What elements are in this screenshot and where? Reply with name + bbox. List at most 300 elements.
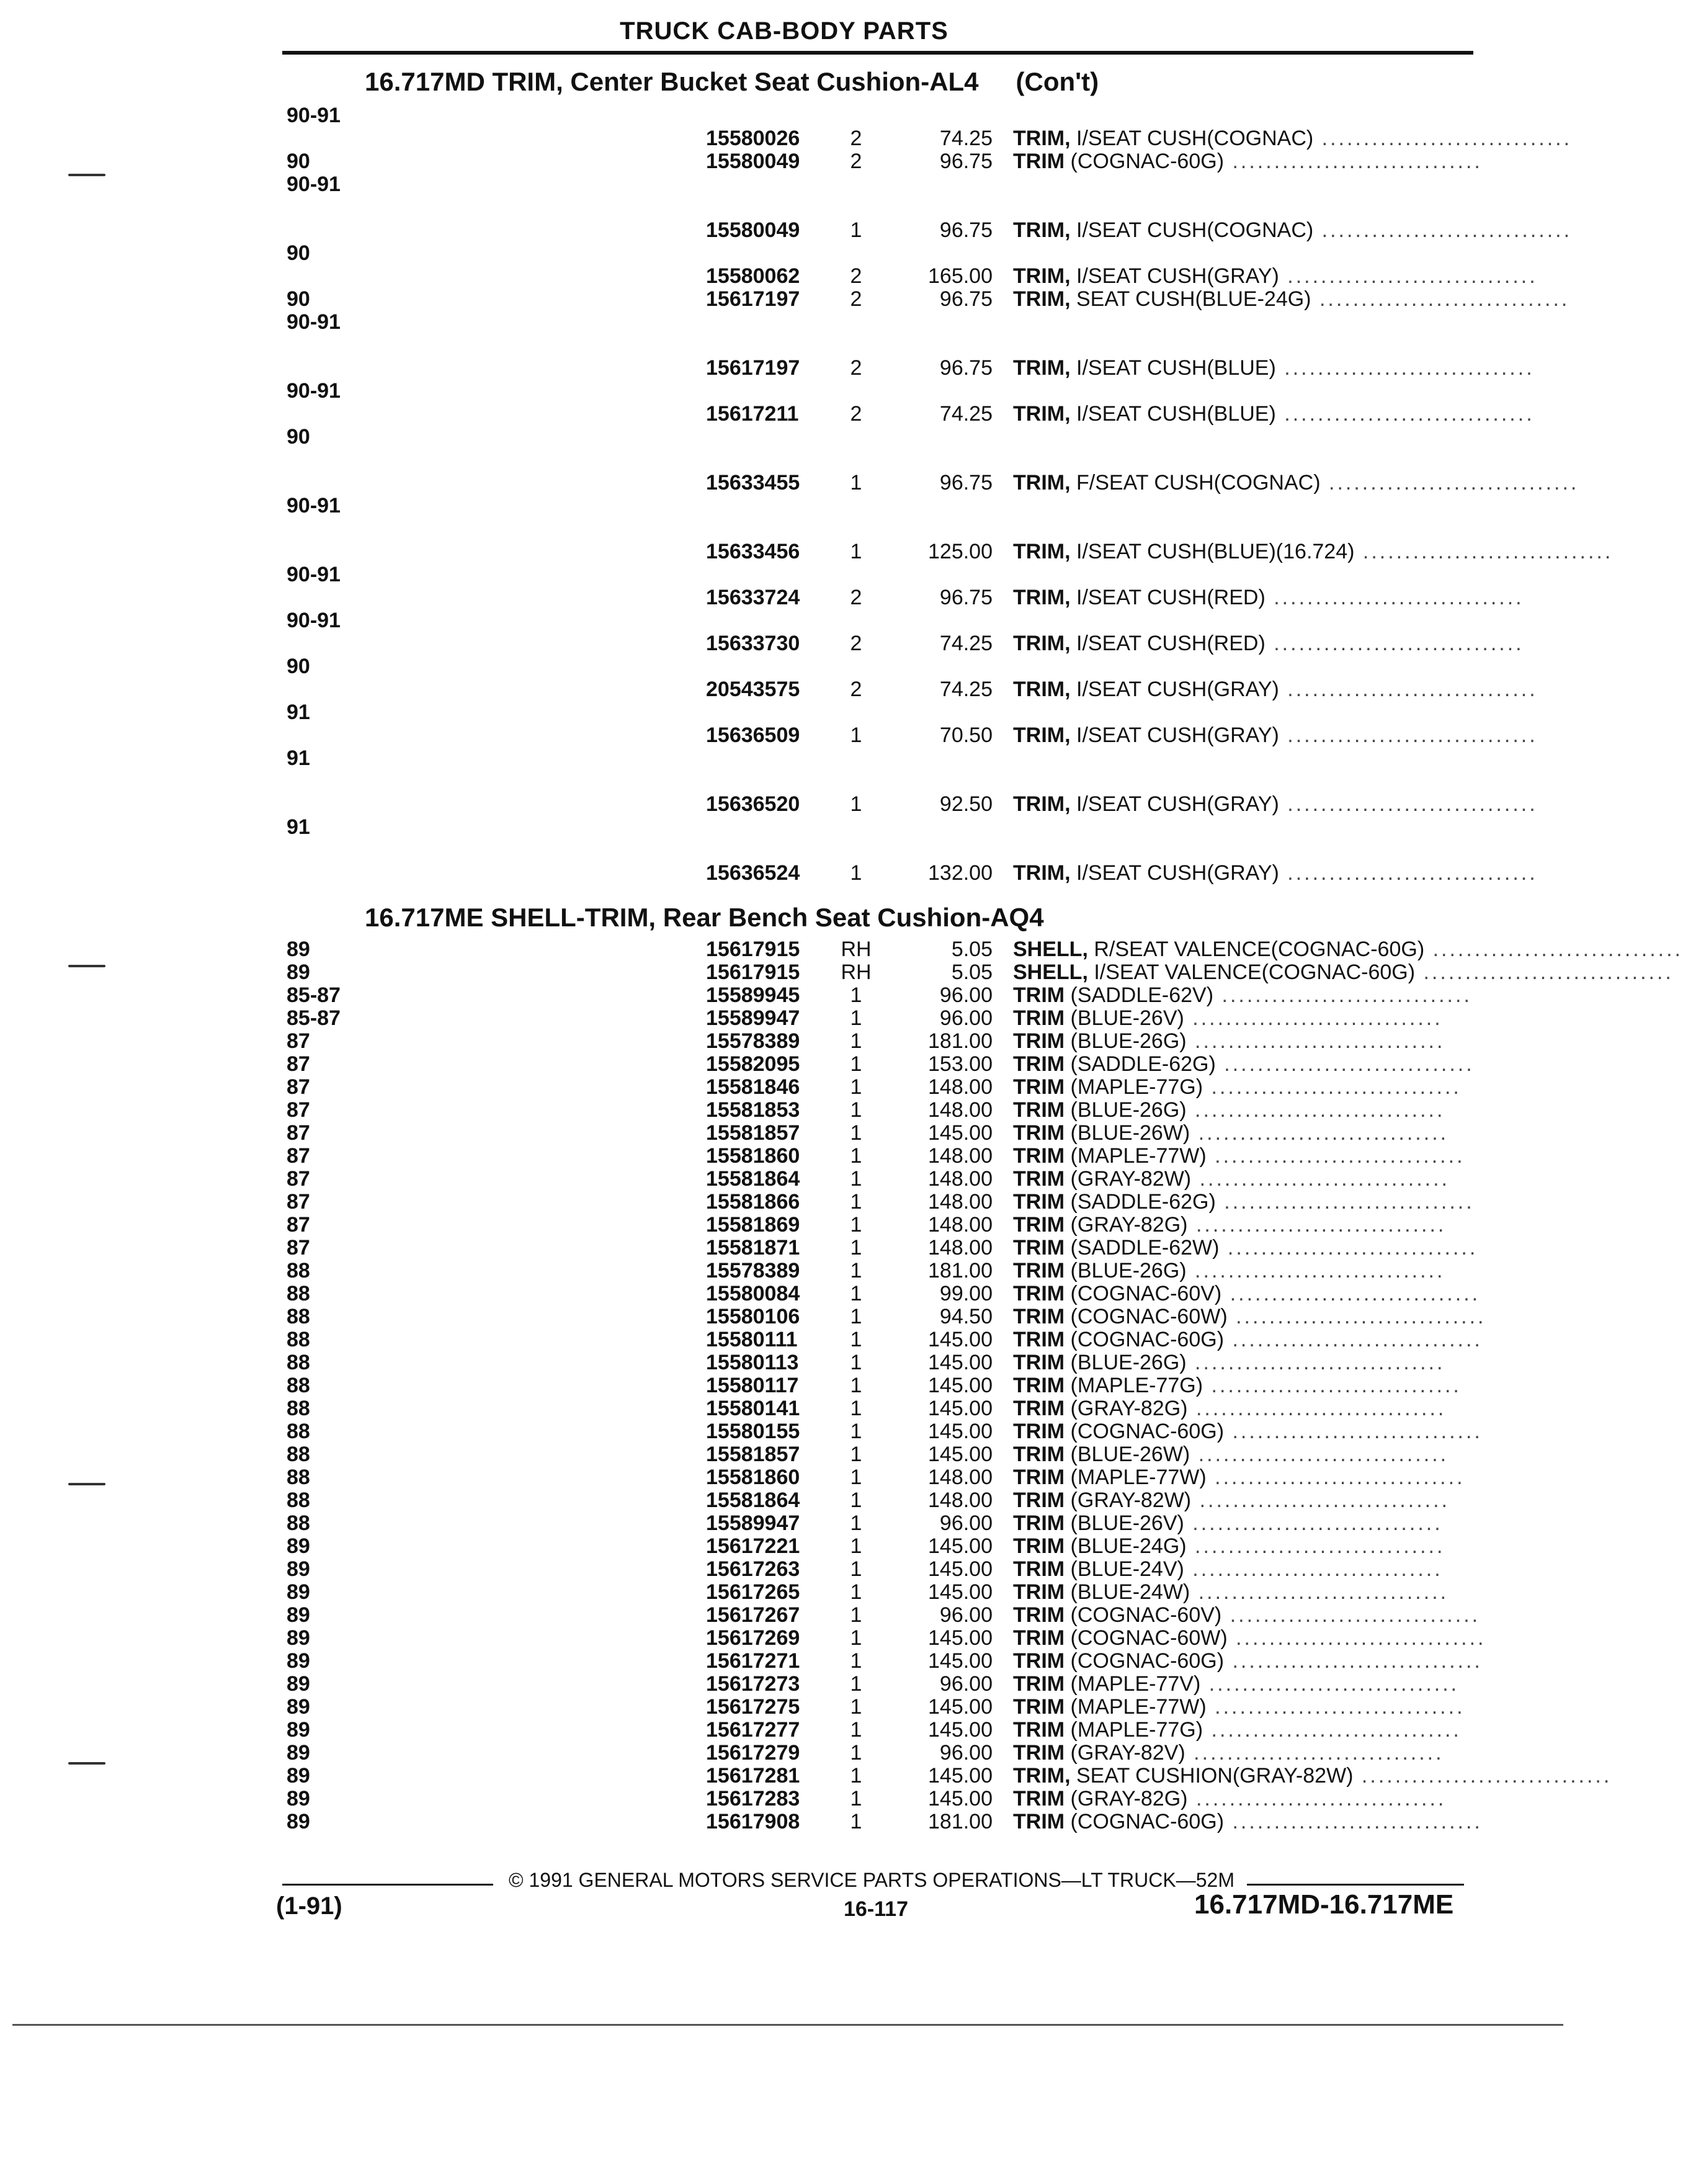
- parts-row: [0, 938, 1683, 961]
- part-name: [1013, 678, 1538, 701]
- part-number: 15578389: [706, 1029, 800, 1053]
- part-number: 15617271: [706, 1649, 800, 1673]
- price: 181.00: [928, 1029, 993, 1053]
- part-number: 15617221: [706, 1534, 800, 1558]
- margin-mark: [68, 965, 105, 967]
- leader-dots: ..............................: [1186, 1029, 1445, 1053]
- part-name-text: I/SEAT CUSH(COGNAC): [1076, 127, 1314, 150]
- leader-dots: ..............................: [1184, 1557, 1443, 1581]
- price: 145.00: [928, 1328, 993, 1351]
- model-year: 89: [287, 1810, 310, 1833]
- leader-dots: ..............................: [1213, 983, 1472, 1007]
- leader-dots: ..............................: [1224, 1649, 1483, 1673]
- model-year: 88: [287, 1443, 310, 1466]
- quantity: 1: [850, 1580, 862, 1604]
- quantity: 1: [850, 723, 862, 747]
- section-me-rows: [0, 938, 1683, 1833]
- model-year: 88: [287, 1328, 310, 1351]
- part-name-prefix: TRIM: [1013, 1190, 1065, 1214]
- leader-dots: ..............................: [1219, 1236, 1478, 1260]
- leader-dots: ..............................: [1221, 1282, 1481, 1305]
- part-number: 15633730: [706, 632, 800, 655]
- part-number: 15617915: [706, 960, 800, 984]
- model-year: 88: [287, 1466, 310, 1489]
- part-name-text: (MAPLE-77W): [1070, 1695, 1207, 1719]
- parts-row: [0, 1099, 1568, 1122]
- parts-row: [0, 173, 1568, 196]
- part-name: [1013, 1603, 1481, 1627]
- part-name-text: (SADDLE-62W): [1070, 1236, 1220, 1260]
- parts-row: [0, 770, 1568, 793]
- price: 132.00: [928, 861, 993, 885]
- leader-dots: ..............................: [1186, 1351, 1445, 1374]
- part-name-text: I/SEAT CUSH(GRAY): [1076, 678, 1279, 701]
- part-name-text: (COGNAC-60G): [1070, 1420, 1225, 1443]
- leader-dots: ..............................: [1191, 1167, 1450, 1191]
- part-name: [1013, 1052, 1475, 1076]
- parts-row: [0, 1696, 1568, 1719]
- leader-dots: ..............................: [1184, 1006, 1443, 1030]
- price: 96.00: [939, 983, 993, 1007]
- section-title-md: [365, 67, 1099, 97]
- parts-row: [0, 311, 1568, 334]
- part-name-prefix: TRIM: [1013, 1167, 1065, 1191]
- price: 96.75: [939, 150, 993, 173]
- leader-dots: ..............................: [1227, 1305, 1486, 1328]
- part-name-prefix: TRIM,: [1013, 792, 1071, 816]
- quantity: 1: [850, 1557, 862, 1581]
- leader-dots: ..............................: [1215, 1052, 1475, 1076]
- quantity: 1: [850, 1511, 862, 1535]
- part-number: 15581860: [706, 1144, 800, 1168]
- parts-row: [0, 747, 1568, 770]
- part-name-prefix: TRIM,: [1013, 540, 1071, 563]
- part-name-text: R/SEAT VALENCE(COGNAC-60G): [1094, 938, 1425, 961]
- quantity: 2: [850, 150, 862, 173]
- part-number: 15617283: [706, 1787, 800, 1810]
- parts-row: [0, 1145, 1568, 1168]
- model-year: 87: [287, 1213, 310, 1237]
- part-name-prefix: TRIM,: [1013, 861, 1071, 885]
- margin-mark: [68, 1762, 105, 1765]
- part-name-text: (BLUE-24W): [1070, 1580, 1190, 1604]
- part-name-text: (COGNAC-60G): [1070, 1649, 1225, 1673]
- parts-row: [0, 1374, 1568, 1397]
- part-number: 15617197: [706, 287, 800, 311]
- model-year: 89: [287, 938, 310, 961]
- part-number: 15589947: [706, 1511, 800, 1535]
- footer-copyright: © 1991 GENERAL MOTORS SERVICE PARTS OPERATIONS—LT TRUCK—52M: [509, 1869, 1234, 1891]
- quantity: 1: [850, 1098, 862, 1122]
- leader-dots: ..............................: [1190, 1580, 1449, 1604]
- part-name-prefix: TRIM: [1013, 1787, 1065, 1810]
- quantity: 1: [850, 983, 862, 1007]
- price: 148.00: [928, 1167, 993, 1191]
- part-name: [1013, 127, 1573, 150]
- part-name-prefix: TRIM: [1013, 1374, 1065, 1397]
- parts-row: [0, 1604, 1568, 1627]
- quantity: 2: [850, 586, 862, 609]
- leader-dots: ..............................: [1424, 938, 1683, 961]
- part-name-text: (BLUE-26W): [1070, 1443, 1190, 1466]
- part-name: [1013, 1305, 1486, 1328]
- leader-dots: ..............................: [1206, 1144, 1465, 1168]
- part-name-text: (BLUE-26V): [1070, 1511, 1184, 1535]
- price: 96.75: [939, 471, 993, 495]
- part-name-prefix: TRIM: [1013, 1718, 1065, 1742]
- model-year: 90-91: [287, 310, 341, 334]
- parts-row: [0, 1719, 1568, 1742]
- part-name-prefix: TRIM,: [1013, 127, 1071, 150]
- price: 92.50: [939, 792, 993, 816]
- price: 145.00: [928, 1374, 993, 1397]
- part-name-text: (GRAY-82W): [1070, 1167, 1192, 1191]
- price: 148.00: [928, 1144, 993, 1168]
- part-number: 15617915: [706, 938, 800, 961]
- quantity: 2: [850, 287, 862, 311]
- part-name-text: (COGNAC-60G): [1070, 1810, 1225, 1833]
- price: 74.25: [939, 402, 993, 426]
- part-number: 15617273: [706, 1672, 800, 1696]
- leader-dots: ..............................: [1215, 1190, 1475, 1214]
- price: 96.00: [939, 1006, 993, 1030]
- parts-row: [0, 678, 1568, 701]
- part-name-prefix: SHELL,: [1013, 938, 1088, 961]
- part-name: [1013, 1397, 1472, 1420]
- parts-row: [0, 288, 1568, 311]
- part-number: 15581864: [706, 1488, 800, 1512]
- part-name-prefix: TRIM: [1013, 1351, 1065, 1374]
- part-name: [1013, 1122, 1472, 1145]
- part-name: [1013, 1788, 1472, 1810]
- parts-row: [0, 1558, 1568, 1581]
- parts-row: [0, 1397, 1568, 1420]
- model-year: 90-91: [287, 609, 341, 632]
- footer-page-number: 16-117: [844, 1897, 908, 1921]
- parts-row: [0, 563, 1568, 586]
- parts-row: [0, 632, 1568, 655]
- part-number: 15617281: [706, 1764, 800, 1788]
- parts-row: [0, 960, 1674, 984]
- part-name-prefix: TRIM: [1013, 150, 1065, 173]
- model-year: 90-91: [287, 494, 341, 517]
- price: 5.05: [951, 960, 993, 984]
- footer-section-range: 16.717MD-16.717ME: [1194, 1889, 1454, 1920]
- parts-row: [0, 540, 1614, 563]
- model-year: 91: [287, 700, 310, 724]
- part-name: [1013, 792, 1538, 816]
- model-year: 89: [287, 1718, 310, 1742]
- part-name-prefix: TRIM: [1013, 1006, 1065, 1030]
- part-name: [1013, 471, 1579, 495]
- part-name-prefix: TRIM: [1013, 1144, 1065, 1168]
- part-name-text: (COGNAC-60V): [1070, 1282, 1222, 1305]
- section-md-rows: [0, 104, 1614, 885]
- parts-row: [0, 1168, 1568, 1191]
- parts-row: [0, 1764, 1612, 1788]
- header-rule: [282, 51, 1473, 55]
- parts-row: [0, 1007, 1568, 1030]
- part-name-text: (BLUE-24G): [1070, 1534, 1187, 1558]
- quantity: 1: [850, 1626, 862, 1650]
- parts-row: [0, 127, 1573, 150]
- part-name-text: F/SEAT CUSH(COGNAC): [1076, 471, 1321, 495]
- model-year: 87: [287, 1029, 310, 1053]
- part-name: [1013, 402, 1535, 426]
- part-number: 15582095: [706, 1052, 800, 1076]
- part-name-prefix: TRIM: [1013, 1213, 1065, 1237]
- parts-row: [0, 265, 1568, 288]
- part-name: [1013, 1764, 1612, 1788]
- part-name-text: I/SEAT CUSH(GRAY): [1076, 792, 1279, 816]
- price: 96.75: [939, 586, 993, 609]
- model-year: 87: [287, 1190, 310, 1214]
- part-name: [1013, 218, 1573, 242]
- price: 181.00: [928, 1810, 993, 1833]
- model-year: 90: [287, 150, 310, 173]
- leader-dots: ..............................: [1265, 586, 1524, 609]
- part-name-text: (SADDLE-62G): [1070, 1052, 1216, 1076]
- parts-row: [0, 1627, 1568, 1650]
- part-name: [1013, 1145, 1472, 1168]
- price: 5.05: [951, 938, 993, 961]
- part-name-prefix: TRIM: [1013, 1029, 1065, 1053]
- part-name-prefix: TRIM,: [1013, 264, 1071, 288]
- model-year: 89: [287, 1626, 310, 1650]
- price: 148.00: [928, 1190, 993, 1214]
- part-number: 15580106: [706, 1305, 800, 1328]
- part-name-text: (COGNAC-60V): [1070, 1603, 1222, 1627]
- quantity: 1: [850, 1374, 862, 1397]
- part-number: 15617275: [706, 1695, 800, 1719]
- part-name: [1013, 1328, 1483, 1351]
- part-name-text: (MAPLE-77G): [1070, 1075, 1203, 1099]
- model-year: 89: [287, 1649, 310, 1673]
- parts-row: [0, 1191, 1568, 1214]
- part-name-text: I/SEAT CUSH(GRAY): [1076, 861, 1279, 885]
- part-number: 15617197: [706, 356, 800, 380]
- margin-mark: [68, 174, 105, 176]
- quantity: 1: [850, 1190, 862, 1214]
- footer-rule-left: [282, 1884, 493, 1886]
- part-name-prefix: TRIM: [1013, 1443, 1065, 1466]
- parts-row: [0, 1260, 1568, 1282]
- part-name-text: (GRAY-82G): [1070, 1213, 1188, 1237]
- part-name-prefix: TRIM: [1013, 1557, 1065, 1581]
- leader-dots: ..............................: [1221, 1603, 1481, 1627]
- quantity: 1: [850, 1741, 862, 1765]
- part-name: [1013, 1626, 1486, 1650]
- part-number: 15636509: [706, 723, 800, 747]
- leader-dots: ..............................: [1227, 1626, 1486, 1650]
- leader-dots: ..............................: [1354, 540, 1614, 563]
- part-number: 15581869: [706, 1213, 800, 1237]
- leader-dots: ..............................: [1279, 264, 1538, 288]
- part-number: 15580049: [706, 218, 800, 242]
- part-number: 15580049: [706, 150, 800, 173]
- price: 165.00: [928, 264, 993, 288]
- part-number: 15617211: [706, 402, 799, 426]
- price: 145.00: [928, 1764, 993, 1788]
- parts-row: [0, 1030, 1568, 1053]
- part-number: 15617908: [706, 1810, 800, 1833]
- part-name-prefix: TRIM: [1013, 1236, 1065, 1260]
- part-name-prefix: TRIM: [1013, 1282, 1065, 1305]
- leader-dots: ..............................: [1279, 723, 1538, 747]
- part-name-text: (GRAY-82V): [1070, 1741, 1185, 1765]
- parts-row: [0, 1581, 1568, 1604]
- part-name-text: (BLUE-26W): [1070, 1121, 1190, 1145]
- part-name: [1013, 1420, 1483, 1443]
- part-name-text: (MAPLE-77W): [1070, 1144, 1207, 1168]
- part-name-prefix: TRIM: [1013, 983, 1065, 1007]
- parts-row: [0, 609, 1568, 632]
- part-name: [1013, 984, 1472, 1007]
- part-name-text: (COGNAC-60W): [1070, 1626, 1228, 1650]
- price: 145.00: [928, 1695, 993, 1719]
- leader-dots: ..............................: [1187, 1397, 1447, 1420]
- leader-dots: ..............................: [1279, 678, 1538, 701]
- quantity: 1: [850, 1213, 862, 1237]
- quantity: 1: [850, 1397, 862, 1420]
- parts-row: [0, 816, 1568, 839]
- quantity: 1: [850, 1672, 862, 1696]
- part-name: [1013, 1030, 1472, 1053]
- part-name: [1013, 1282, 1481, 1305]
- parts-row: [0, 1810, 1568, 1833]
- footer-rule-right: [1247, 1884, 1464, 1886]
- part-name-text: I/SEAT CUSH(BLUE): [1076, 356, 1276, 380]
- parts-row: [0, 1788, 1568, 1810]
- part-name: [1013, 264, 1538, 288]
- price: 148.00: [928, 1075, 993, 1099]
- price: 125.00: [928, 540, 993, 563]
- part-name-prefix: TRIM,: [1013, 586, 1071, 609]
- price: 70.50: [939, 723, 993, 747]
- parts-row: [0, 104, 1568, 127]
- model-year: 87: [287, 1098, 310, 1122]
- quantity: 1: [850, 540, 862, 563]
- part-name: [1013, 1581, 1472, 1604]
- parts-row: [0, 1420, 1568, 1443]
- part-number: 15581853: [706, 1098, 800, 1122]
- model-year: 89: [287, 1603, 310, 1627]
- quantity: 1: [850, 1236, 862, 1260]
- part-name-text: SEAT CUSHION(GRAY-82W): [1076, 1764, 1354, 1788]
- quantity: 1: [850, 1420, 862, 1443]
- leader-dots: ..............................: [1275, 402, 1535, 426]
- parts-row: [0, 1650, 1568, 1673]
- model-year: 89: [287, 1534, 310, 1558]
- price: 96.75: [939, 218, 993, 242]
- part-name-text: (BLUE-26G): [1070, 1029, 1187, 1053]
- part-name-prefix: TRIM: [1013, 1466, 1065, 1489]
- leader-dots: ..............................: [1187, 1787, 1447, 1810]
- price: 148.00: [928, 1466, 993, 1489]
- part-number: 15580155: [706, 1420, 800, 1443]
- price: 96.75: [939, 356, 993, 380]
- leader-dots: ..............................: [1279, 792, 1538, 816]
- part-name-prefix: TRIM: [1013, 1511, 1065, 1535]
- part-name: [1013, 1535, 1472, 1558]
- part-name: [1013, 1558, 1472, 1581]
- part-name-text: I/SEAT CUSH(BLUE)(16.724): [1076, 540, 1355, 563]
- price: 145.00: [928, 1534, 993, 1558]
- part-name: [1013, 540, 1614, 563]
- quantity: 2: [850, 678, 862, 701]
- parts-row: [0, 1466, 1568, 1489]
- part-name-prefix: TRIM: [1013, 1328, 1065, 1351]
- part-number: 15581871: [706, 1236, 800, 1260]
- model-year: 89: [287, 1580, 310, 1604]
- part-name-text: (BLUE-26G): [1070, 1259, 1187, 1282]
- part-name-prefix: TRIM: [1013, 1075, 1065, 1099]
- parts-row: [0, 1305, 1568, 1328]
- part-name: [1013, 1489, 1472, 1512]
- model-year: 88: [287, 1259, 310, 1282]
- price: 145.00: [928, 1121, 993, 1145]
- section-title-me: 16.717ME SHELL-TRIM, Rear Bench Seat Cushion-AQ4: [365, 903, 1044, 932]
- part-number: 15580113: [706, 1351, 799, 1374]
- model-year: 90-91: [287, 104, 341, 127]
- model-year: 87: [287, 1236, 310, 1260]
- parts-row: [0, 242, 1568, 265]
- quantity: 1: [850, 1649, 862, 1673]
- leader-dots: ..............................: [1279, 861, 1538, 885]
- price: 145.00: [928, 1580, 993, 1604]
- parts-row: [0, 1076, 1568, 1099]
- part-name-text: I/SEAT CUSH(RED): [1076, 632, 1266, 655]
- part-number: 15633456: [706, 540, 800, 563]
- part-name-prefix: TRIM: [1013, 1305, 1065, 1328]
- part-name: [1013, 356, 1535, 380]
- model-year: 89: [287, 960, 310, 984]
- price: 145.00: [928, 1718, 993, 1742]
- model-year: 89: [287, 1695, 310, 1719]
- quantity: 1: [850, 1351, 862, 1374]
- quantity: 1: [850, 1167, 862, 1191]
- part-name: [1013, 1190, 1475, 1214]
- part-number: 15580084: [706, 1282, 800, 1305]
- part-name: [1013, 1099, 1472, 1122]
- price: 94.50: [939, 1305, 993, 1328]
- leader-dots: ..............................: [1203, 1075, 1462, 1099]
- quantity: RH: [841, 960, 872, 984]
- quantity: 1: [850, 1764, 862, 1788]
- part-name: [1013, 150, 1483, 173]
- quantity: 1: [850, 792, 862, 816]
- part-name-text: (COGNAC-60G): [1070, 1328, 1225, 1351]
- part-name: [1013, 1512, 1472, 1535]
- part-number: 15581864: [706, 1167, 800, 1191]
- quantity: 1: [850, 1121, 862, 1145]
- parts-row: [0, 1443, 1568, 1466]
- price: 145.00: [928, 1557, 993, 1581]
- price: 145.00: [928, 1649, 993, 1673]
- price: 145.00: [928, 1420, 993, 1443]
- parts-row: [0, 701, 1568, 724]
- price: 145.00: [928, 1443, 993, 1466]
- price: 145.00: [928, 1351, 993, 1374]
- quantity: 1: [850, 1282, 862, 1305]
- quantity: 1: [850, 1695, 862, 1719]
- parts-row: [0, 1535, 1568, 1558]
- model-year: 89: [287, 1787, 310, 1810]
- price: 148.00: [928, 1236, 993, 1260]
- leader-dots: ..............................: [1320, 471, 1579, 495]
- quantity: 2: [850, 356, 862, 380]
- parts-row: [0, 586, 1568, 609]
